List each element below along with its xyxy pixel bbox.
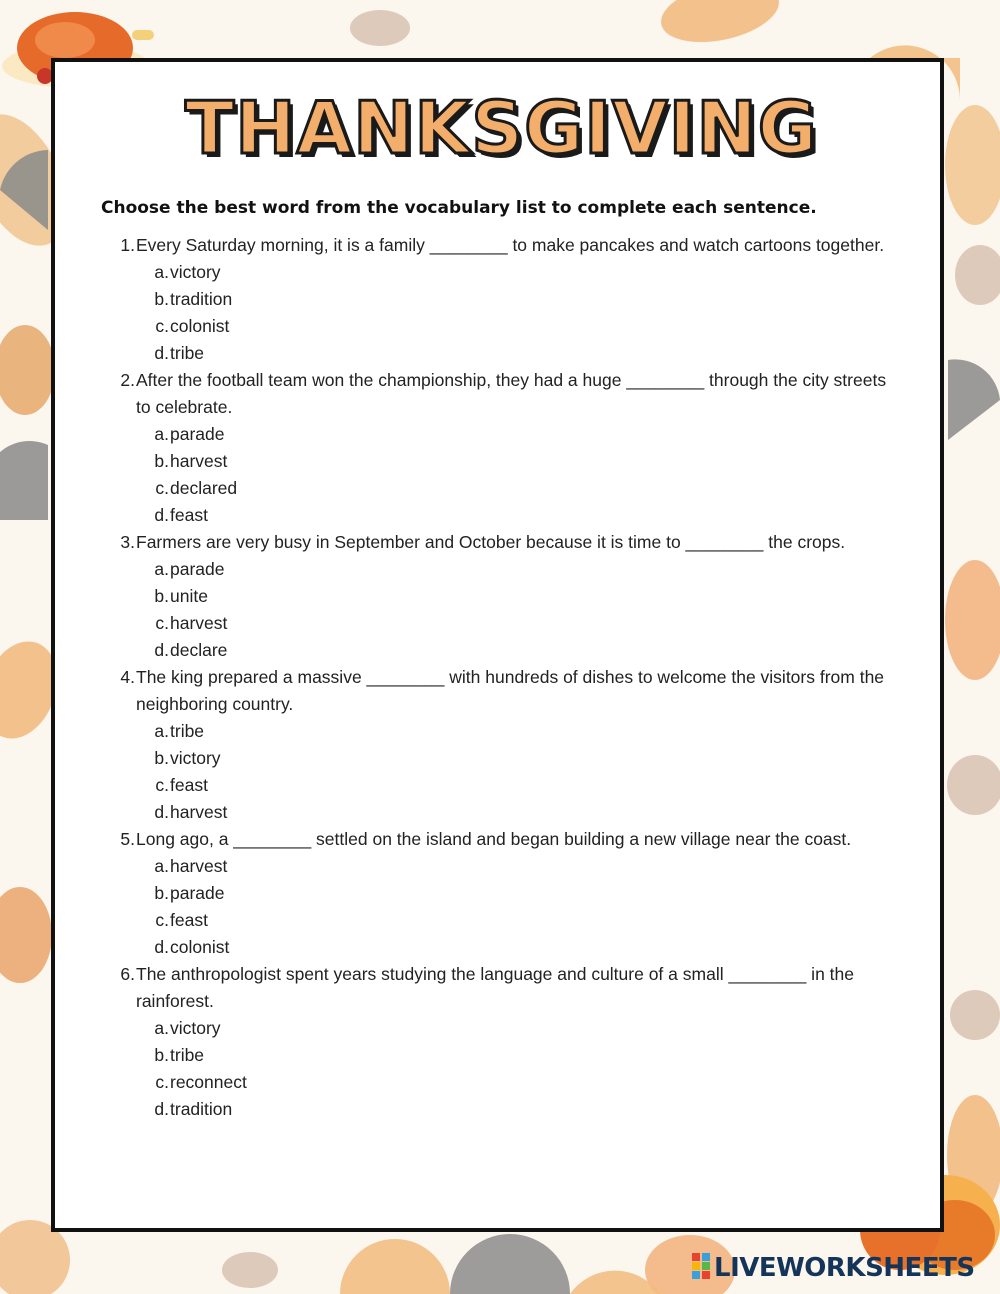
option-text: colonist (170, 937, 230, 957)
logo-text: LIVEWORKSHEETS (714, 1253, 975, 1283)
answer-option[interactable] (151, 313, 897, 340)
option-text: victory (170, 748, 221, 768)
option-letter: d. (154, 343, 169, 363)
answer-option[interactable] (151, 907, 897, 934)
answer-option[interactable] (151, 880, 897, 907)
option-letter: a. (154, 424, 169, 444)
option-text: parade (170, 559, 225, 579)
answer-option[interactable] (151, 1042, 897, 1069)
option-letter: a. (154, 721, 169, 741)
answer-option[interactable] (151, 745, 897, 772)
option-text: harvest (170, 856, 228, 876)
option-text: reconnect (170, 1072, 247, 1092)
option-text: tradition (170, 289, 233, 309)
option-letter: c. (155, 775, 169, 795)
option-text: tradition (170, 1099, 233, 1119)
option-letter: d. (154, 802, 169, 822)
answer-option[interactable] (151, 718, 897, 745)
question-item (117, 961, 897, 1123)
live-badge-icon (692, 1253, 710, 1279)
answer-option[interactable] (151, 1096, 897, 1123)
answer-option[interactable] (151, 502, 897, 529)
question-number: 6. (120, 964, 135, 984)
option-text: feast (170, 775, 208, 795)
option-text: harvest (170, 451, 228, 471)
answer-option[interactable] (151, 772, 897, 799)
question-item (117, 529, 897, 664)
answer-option[interactable] (151, 637, 897, 664)
liveworksheets-logo[interactable] (692, 1253, 975, 1287)
question-text: Farmers are very busy in September and October because it is time to ________ the crops. (136, 532, 846, 552)
option-letter: b. (154, 586, 169, 606)
question-list (117, 232, 897, 1123)
answer-option[interactable] (151, 556, 897, 583)
option-text: unite (170, 586, 208, 606)
answer-option[interactable] (151, 799, 897, 826)
option-letter: a. (154, 856, 169, 876)
option-text: harvest (170, 802, 228, 822)
answer-option[interactable] (151, 340, 897, 367)
option-letter: d. (154, 937, 169, 957)
option-text: parade (170, 424, 225, 444)
option-text: declared (170, 478, 238, 498)
option-letter: c. (155, 910, 169, 930)
option-letter: d. (154, 505, 169, 525)
option-text: harvest (170, 613, 228, 633)
question-number: 4. (120, 667, 135, 687)
answer-option[interactable] (151, 286, 897, 313)
option-letter: c. (155, 1072, 169, 1092)
option-letter: b. (154, 289, 169, 309)
answer-option[interactable] (151, 934, 897, 961)
answer-option[interactable] (151, 1069, 897, 1096)
option-letter: b. (154, 451, 169, 471)
instructions: Choose the best word from the vocabulary list to complete each sentence. (101, 198, 817, 218)
option-letter: b. (154, 1045, 169, 1065)
option-text: victory (170, 262, 221, 282)
question-number: 2. (120, 370, 135, 390)
question-text: After the football team won the championship, they had a huge ________ through the city streets to celebrate. (136, 370, 887, 417)
question-number: 3. (120, 532, 135, 552)
option-letter: b. (154, 883, 169, 903)
option-text: feast (170, 505, 208, 525)
answer-option[interactable] (151, 853, 897, 880)
option-letter: d. (154, 640, 169, 660)
option-text: declare (170, 640, 228, 660)
answer-option[interactable] (151, 259, 897, 286)
question-number: 1. (120, 235, 135, 255)
option-text: tribe (170, 721, 205, 741)
question-text: The king prepared a massive ________ with hundreds of dishes to welcome the visitors from the neighboring country. (136, 667, 885, 714)
question-item (117, 367, 897, 529)
option-text: parade (170, 883, 225, 903)
option-text: tribe (170, 1045, 205, 1065)
option-text: tribe (170, 343, 205, 363)
option-text: feast (170, 910, 208, 930)
option-letter: a. (154, 559, 169, 579)
option-letter: c. (155, 316, 169, 336)
answer-option[interactable] (151, 475, 897, 502)
answer-option[interactable] (151, 421, 897, 448)
page-title: THANKSGIVING (185, 86, 818, 170)
option-letter: c. (155, 613, 169, 633)
question-item (117, 232, 897, 367)
option-letter: c. (155, 478, 169, 498)
question-text: Every Saturday morning, it is a family ________ to make pancakes and watch cartoons together. (136, 235, 885, 255)
option-letter: d. (154, 1099, 169, 1119)
option-letter: a. (154, 1018, 169, 1038)
answer-option[interactable] (151, 1015, 897, 1042)
option-letter: a. (154, 262, 169, 282)
question-text: Long ago, a ________ settled on the island and began building a new village near the coast. (136, 829, 852, 849)
question-item (117, 826, 897, 961)
worksheet-panel (51, 58, 944, 1232)
option-text: colonist (170, 316, 230, 336)
question-item (117, 664, 897, 826)
question-number: 5. (120, 829, 135, 849)
answer-option[interactable] (151, 583, 897, 610)
answer-option[interactable] (151, 448, 897, 475)
answer-option[interactable] (151, 610, 897, 637)
option-letter: b. (154, 748, 169, 768)
option-text: victory (170, 1018, 221, 1038)
question-text: The anthropologist spent years studying the language and culture of a small ________ in the rainforest. (136, 964, 854, 1011)
